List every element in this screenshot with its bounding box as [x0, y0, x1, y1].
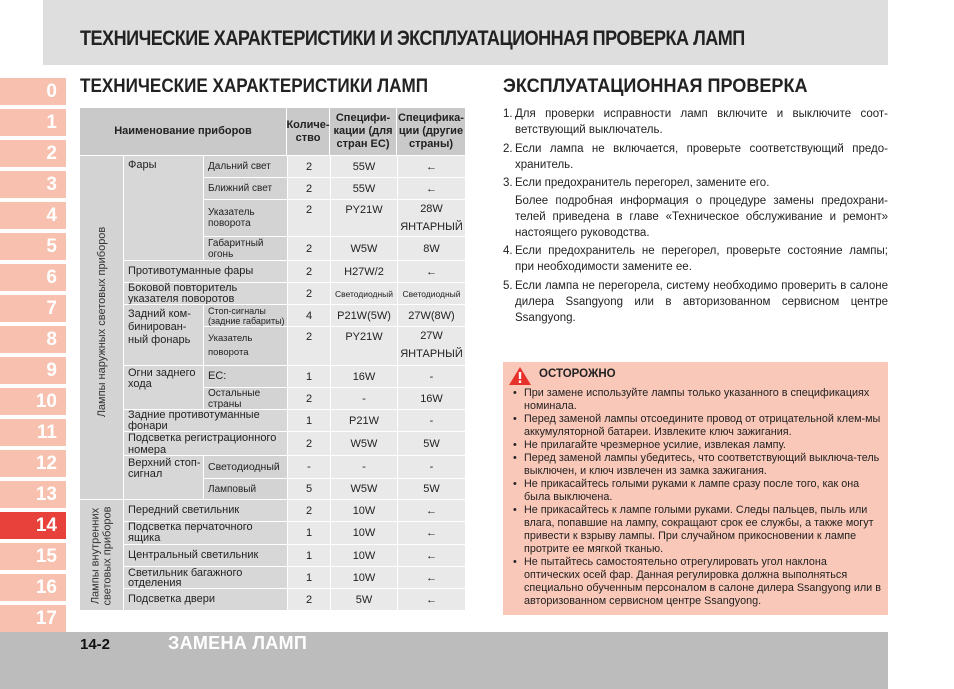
row-qty: 1	[287, 521, 330, 544]
row-spec-ec: -	[330, 455, 397, 478]
row-spec-ec: 55W	[330, 177, 397, 199]
caution-item	[513, 387, 883, 413]
chapter-tab-8[interactable]: 8	[0, 326, 66, 353]
caution-item-text: Перед заменой лампы отсоедините провод от отрицательной клем-мы аккумуляторной батареи. Извлеките ключ зажигания.	[524, 413, 881, 438]
row-name: Задние противотуманные фонари	[123, 409, 287, 431]
chapter-tab-4[interactable]: 4	[0, 202, 66, 229]
chapter-tab-3[interactable]: 3	[0, 171, 66, 198]
step-item	[503, 175, 888, 191]
row-qty: 2	[287, 326, 330, 365]
row-spec-other: ←	[397, 521, 465, 544]
lamp-spec-table	[80, 108, 465, 610]
row-qty: -	[287, 455, 330, 478]
row-spec-other: 8W	[397, 236, 465, 260]
row-qty: 2	[287, 588, 330, 610]
row-qty: 1	[287, 544, 330, 566]
group-interior-label: Лампы внутренних световых приборов	[89, 506, 114, 606]
row-spec-ec: P21W	[330, 409, 397, 431]
chapter-tab-10[interactable]: 10	[0, 388, 66, 415]
row-name: Фары	[123, 155, 203, 260]
row-sub: Ламповый	[203, 478, 287, 499]
step-text: Для проверки исправности ламп включите и выключите соот-ветствующий выключатель.	[515, 108, 888, 136]
row-spec-ec: P21W(5W)	[330, 304, 397, 326]
step-number: 1.	[503, 108, 513, 120]
row-name: Противотуманные фары	[123, 260, 287, 282]
row-qty: 4	[287, 304, 330, 326]
section-title-check: ЭКСПЛУАТАЦИОННАЯ ПРОВЕРКА	[503, 76, 808, 97]
chapter-tab-13[interactable]: 13	[0, 481, 66, 508]
row-spec-other: 5W	[397, 478, 465, 499]
row-name: Огни заднего хода	[123, 365, 203, 409]
row-sub: Светодиодный	[203, 455, 287, 478]
row-sub: Остальные страны	[203, 387, 287, 409]
row-qty: 2	[287, 236, 330, 260]
row-spec-other: ←	[397, 177, 465, 199]
chapter-tab-6[interactable]: 6	[0, 264, 66, 291]
step-note-text: Более подробная информация о процедуре замены предохрани-телей приведена в главе «Техническое обслуживание и ремонт» настоящего руководства.	[515, 195, 888, 239]
step-text: Если предохранитель перегорел, замените его.	[515, 177, 770, 189]
chapter-tab-1[interactable]: 1	[0, 109, 66, 136]
row-qty: 1	[287, 566, 330, 588]
chapter-title: ЗАМЕНА ЛАМП	[168, 633, 308, 653]
row-spec-other: ←	[397, 499, 465, 521]
row-spec-ec: W5W	[330, 236, 397, 260]
caution-box	[503, 362, 888, 615]
row-spec-ec: 10W	[330, 544, 397, 566]
caution-item	[513, 439, 883, 452]
caution-item-text: Не прикасайтесь голыми руками к лампе сразу после того, как она была выключена.	[524, 478, 860, 503]
row-qty: 1	[287, 365, 330, 387]
row-name: Верхний стоп-сигнал	[123, 455, 203, 499]
chapter-tab-7[interactable]: 7	[0, 295, 66, 322]
row-qty: 1	[287, 409, 330, 431]
row-spec-other: ←	[397, 155, 465, 177]
step-text: Если лампа не перегорела, систему необходимо проверить в салоне дилера Ssangyong или в авторизованном сервисном центре Ssangyong.	[515, 280, 888, 324]
row-spec-ec: -	[330, 387, 397, 409]
header-spec-ec: Специфи-кации (для стран ЕС)	[330, 108, 397, 155]
chapter-tab-15[interactable]: 15	[0, 543, 66, 570]
chapter-tab-9[interactable]: 9	[0, 357, 66, 384]
row-sub: Указатель поворота	[203, 199, 287, 236]
row-spec-ec: PY21W	[330, 199, 397, 236]
caution-item	[513, 504, 883, 556]
caution-item-text: Не прилагайте чрезмерное усилие, извлекая лампу.	[524, 439, 786, 451]
step-number: 2.	[503, 143, 513, 155]
row-name: Светильник багажного отделения	[123, 566, 287, 588]
caution-item	[513, 478, 883, 504]
row-spec-other: ←	[397, 260, 465, 282]
row-qty: 2	[287, 199, 330, 236]
step-item	[503, 141, 888, 173]
header-device-name: Наименование приборов	[80, 108, 287, 155]
step-item	[503, 243, 888, 275]
row-name: Подсветка перчаточного ящика	[123, 521, 287, 544]
chapter-tab-5[interactable]: 5	[0, 233, 66, 260]
row-spec-ec: W5W	[330, 478, 397, 499]
chapter-tab-12[interactable]: 12	[0, 450, 66, 477]
step-number: 5.	[503, 280, 513, 292]
row-qty: 2	[287, 260, 330, 282]
caution-item	[513, 452, 883, 478]
bullet-icon: •	[513, 387, 517, 399]
group-interior-cell	[80, 499, 123, 610]
caution-item-text: Перед заменой лампы убедитесь, что соответствующий выключа-тель выключен, и ключ извлечен из замка зажигания.	[524, 452, 880, 477]
chapter-tab-0[interactable]: 0	[0, 78, 66, 105]
row-qty: 5	[287, 478, 330, 499]
row-spec-other: -	[397, 365, 465, 387]
step-number: 4.	[503, 245, 513, 257]
row-spec-ec: 10W	[330, 521, 397, 544]
chapter-tab-14-active[interactable]: 14	[0, 512, 66, 539]
caution-item-text: Не прикасайтесь к лампе голыми руками. Следы пальцев, пыль или влага, попавшие на лампу, сокращают срок ее службы, а также могут привести к взрыву лампы. При случайном прикосновении к лампе протрите ее мягкой тканью.	[524, 504, 874, 555]
row-qty: 2	[287, 499, 330, 521]
bullet-icon: •	[513, 439, 517, 451]
row-sub: ЕС:	[203, 365, 287, 387]
row-qty: 2	[287, 155, 330, 177]
row-sub: Ближний свет	[203, 177, 287, 199]
row-spec-other: -	[397, 455, 465, 478]
row-sub: Дальний свет	[203, 155, 287, 177]
bullet-icon: •	[513, 504, 517, 516]
header-quantity: Количе-ство	[287, 108, 330, 155]
row-sub: Стоп-сигналы (задние габариты)	[203, 304, 287, 326]
row-spec-ec: 10W	[330, 566, 397, 588]
row-qty: 2	[287, 431, 330, 455]
row-qty: 2	[287, 387, 330, 409]
bullet-icon: •	[513, 413, 517, 425]
row-spec-other: -	[397, 409, 465, 431]
chapter-tab-16[interactable]: 16	[0, 574, 66, 601]
row-spec-other: ←	[397, 544, 465, 566]
row-name: Подсветка двери	[123, 588, 287, 610]
caution-item-text: При замене используйте лампы только указанного в спецификациях номинала.	[524, 387, 870, 412]
step-note	[503, 193, 888, 241]
caution-item	[513, 413, 883, 439]
page-title: ТЕХНИЧЕСКИЕ ХАРАКТЕРИСТИКИ И ЭКСПЛУАТАЦИОННАЯ ПРОВЕРКА ЛАМП	[80, 27, 745, 50]
caution-item	[513, 556, 883, 608]
page-number: 14-2	[80, 636, 111, 653]
warning-triangle-icon	[509, 367, 531, 385]
row-spec-ec: 16W	[330, 365, 397, 387]
step-number: 3.	[503, 177, 513, 189]
section-title-specs: ТЕХНИЧЕСКИЕ ХАРАКТЕРИСТИКИ ЛАМП	[80, 76, 428, 97]
chapter-tab-17[interactable]: 17	[0, 605, 66, 632]
row-qty: 2	[287, 177, 330, 199]
chapter-tab-2[interactable]: 2	[0, 140, 66, 167]
row-sub: Указатель поворота	[203, 326, 287, 365]
step-item	[503, 278, 888, 326]
row-spec-other: 16W	[397, 387, 465, 409]
row-spec-other: ←	[397, 566, 465, 588]
row-name: Передний светильник	[123, 499, 287, 521]
caution-item-text: Не пытайтесь самостоятельно отрегулировать угол наклона оптических осей фар. Данная регулировка должна выполняться специально обученным персоналом в салоне дилера Ssangyong или в авторизованном сервисном центре Ssangyong.	[524, 556, 881, 607]
chapter-tab-11[interactable]: 11	[0, 419, 66, 446]
step-text: Если лампа не включается, проверьте соответствующий предо-хранитель.	[515, 143, 888, 171]
group-exterior-label: Лампы наружных световых приборов	[96, 226, 108, 418]
row-spec-other: Светодиодный	[397, 282, 465, 304]
row-spec-ec: H27W/2	[330, 260, 397, 282]
bullet-icon: •	[513, 452, 517, 464]
row-spec-other: 27W ЯНТАРНЫЙ	[397, 326, 465, 365]
row-spec-other: ←	[397, 588, 465, 610]
row-qty: 2	[287, 282, 330, 304]
row-spec-ec: 55W	[330, 155, 397, 177]
row-name: Подсветка регистрационного номера	[123, 431, 287, 455]
row-name: Задний ком-бинирован-ный фонарь	[123, 304, 203, 365]
header-spec-other: Специфика-ции (другие страны)	[397, 108, 465, 155]
row-spec-ec: W5W	[330, 431, 397, 455]
caution-title: ОСТОРОЖНО	[539, 368, 616, 380]
step-item	[503, 106, 888, 138]
step-text: Если предохранитель не перегорел, проверьте состояние лампы; при необходимости замените ее.	[515, 245, 888, 273]
row-name: Центральный светильник	[123, 544, 287, 566]
footer-band	[0, 632, 888, 689]
row-sub: Габаритный огонь	[203, 236, 287, 260]
group-exterior-cell	[80, 155, 123, 499]
row-spec-other: 27W(8W)	[397, 304, 465, 326]
bullet-icon: •	[513, 478, 517, 490]
bullet-icon: •	[513, 556, 517, 568]
row-spec-other: 5W	[397, 431, 465, 455]
row-spec-ec: 5W	[330, 588, 397, 610]
row-name: Боковой повторитель указателя поворотов	[123, 282, 287, 304]
row-spec-ec: PY21W	[330, 326, 397, 365]
row-spec-ec: 10W	[330, 499, 397, 521]
row-spec-other: 28W ЯНТАРНЫЙ	[397, 199, 465, 236]
row-spec-ec: Светодиодный	[330, 282, 397, 304]
